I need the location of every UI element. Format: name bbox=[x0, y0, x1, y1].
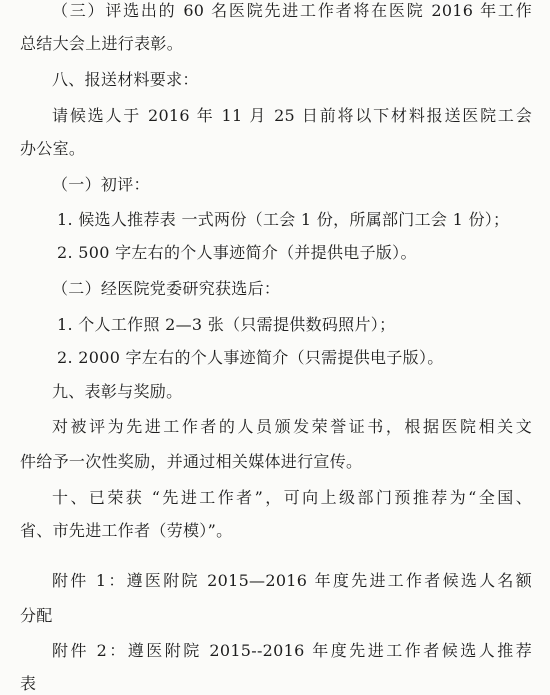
paragraph-line: 对被评为先进工作者的人员颁发荣誉证书，根据医院相关文 bbox=[52, 417, 532, 436]
attachment-line: 附件 2：遵医附院 2015--2016 年度先进工作者候选人推荐 bbox=[52, 641, 532, 660]
attachment-line: 表 bbox=[20, 674, 37, 693]
paragraph-line: 总结大会上进行表彰。 bbox=[20, 34, 184, 53]
section-heading: 八、报送材料要求： bbox=[52, 70, 199, 89]
subsection-heading: （二）经医院党委研究获选后： bbox=[52, 279, 281, 298]
list-item: 1. 个人工作照 2—3 张（只需提供数码照片）； bbox=[57, 315, 396, 334]
list-item: 1. 候选人推荐表 一式两份（工会 1 份，所属部门工会 1 份）； bbox=[57, 210, 510, 229]
attachment-line: 分配 bbox=[20, 606, 53, 625]
section-heading: 九、表彰与奖励。 bbox=[52, 382, 183, 401]
subsection-heading: （一）初评： bbox=[52, 175, 150, 194]
list-item: 2. 500 字左右的个人事迹简介（并提供电子版）。 bbox=[57, 243, 417, 262]
paragraph-line: 请候选人于 2016 年 11 月 25 日前将以下材料报送医院工会 bbox=[52, 106, 532, 125]
paragraph-line: 省、市先进工作者（劳模）”。 bbox=[20, 521, 233, 540]
paragraph-line: 办公室。 bbox=[20, 139, 86, 158]
paragraph-line: （三）评选出的 60 名医院先进工作者将在医院 2016 年工作 bbox=[52, 1, 532, 20]
attachment-line: 附件 1：遵医附院 2015—2016 年度先进工作者候选人名额 bbox=[52, 571, 532, 590]
list-item: 2. 2000 字左右的个人事迹简介（只需提供电子版）。 bbox=[57, 348, 444, 367]
section-heading: 十、已荣获 “先进工作者”，可向上级部门预推荐为“全国、 bbox=[52, 488, 532, 507]
paragraph-line: 件给予一次性奖励，并通过相关媒体进行宣传。 bbox=[20, 452, 363, 471]
